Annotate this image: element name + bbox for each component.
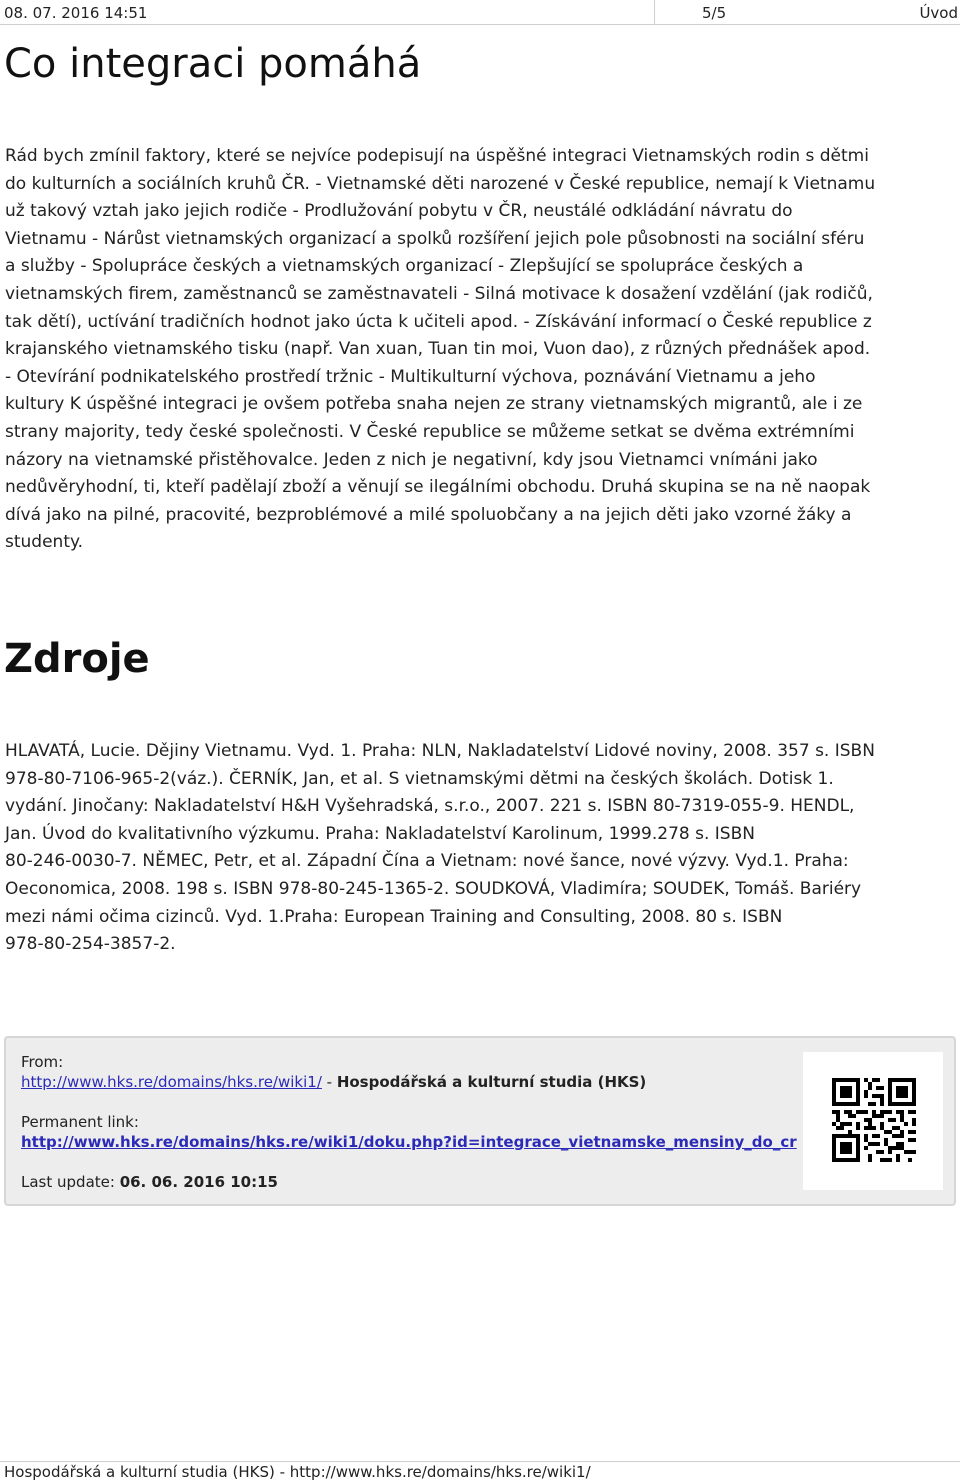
text-line: nedůvěryhodní, ti, kteří padělají zboží a věnují se ilegálními obchodu. Druhá skupina se na ně naopak bbox=[5, 477, 871, 498]
text-line: Rád bych zmínil faktory, které se nejvíce podepisují na úspěšné integraci Vietnamských rodin s dětmi bbox=[5, 146, 869, 166]
qr-code-panel bbox=[803, 1052, 943, 1190]
page-header bbox=[0, 0, 960, 24]
text-line: Oeconomica, 2008. 198 s. ISBN 978-80-245-1365-2. SOUDKOVÁ, Vladimíra; SOUDEK, Tomáš. Bariéry bbox=[5, 878, 862, 899]
print-datetime: 08. 07. 2016 14:51 bbox=[4, 4, 148, 22]
header-divider bbox=[654, 24, 960, 25]
last-update-value: 06. 06. 2016 10:15 bbox=[119, 1173, 278, 1191]
qr-code-icon bbox=[832, 1078, 916, 1162]
page-number: 5/5 bbox=[702, 4, 727, 22]
text-line: mezi námi očima cizinců. Vyd. 1.Praha: European Training and Consulting, 2008. 80 s. ISBN bbox=[5, 906, 783, 927]
from-separator: - bbox=[321, 1073, 337, 1091]
from-link[interactable]: http://www.hks.re/domains/hks.re/wiki1/ bbox=[21, 1073, 322, 1091]
from-label: From: bbox=[21, 1053, 64, 1071]
permalink-line bbox=[21, 1133, 799, 1151]
permalink-label: Permanent link: bbox=[21, 1113, 139, 1131]
text-line: vydání. Jinočany: Nakladatelství H&H Vyšehradská, s.r.o., 2007. 221 s. ISBN 80-7319-055-9. HENDL, bbox=[5, 796, 855, 817]
text-line: názory na vietnamské přistěhovalce. Jeden z nich je negativní, kdy jsou Vietnamci vnímáni jako bbox=[5, 449, 818, 470]
text-line: 80-246-0030-7. NĚMEC, Petr, et al. Západní Čína a Vietnam: nové šance, nové výzvy. Vyd.1. Praha: bbox=[5, 851, 849, 872]
page-footer-text: Hospodářská a kulturní studia (HKS) - http://www.hks.re/domains/hks.re/wiki1/ bbox=[4, 1463, 591, 1481]
text-line: 978-80-7106-965-2(váz.). ČERNÍK, Jan, et al. S vietnamskými dětmi na českých školách. Dotisk 1. bbox=[5, 768, 834, 789]
section-title: Co integraci pomáhá bbox=[4, 41, 422, 87]
text-line: - Otevírání podnikatelského prostředí tržnic - Multikulturní výchova, poznávání Vietnamu a jeho bbox=[5, 366, 816, 387]
header-divider bbox=[0, 24, 654, 25]
text-line: 978-80-254-3857-2. bbox=[5, 934, 176, 955]
last-update-label: Last update: bbox=[21, 1173, 120, 1191]
text-line: a služby - Spolupráce českých a vietnamských organizací - Zlepšující se spolupráce českých a bbox=[5, 256, 804, 277]
text-line: HLAVATÁ, Lucie. Dějiny Vietnamu. Vyd. 1. Praha: NLN, Nakladatelství Lidové noviny, 2008. 357 s. ISBN bbox=[5, 741, 875, 761]
text-line: dívá jako na pilné, pracovité, bezproblémové a milé spoluobčany a na jejich děti jako vzorné žáky a bbox=[5, 504, 852, 525]
text-line: vietnamských firem, zaměstnanců se zaměstnavateli - Silná motivace k dosažení vzdělání (jak rodičů, bbox=[5, 283, 873, 304]
text-line: studenty. bbox=[5, 532, 84, 553]
text-line: Vietnamu - Nárůst vietnamských organizací a spolků rozšíření jejich pole působnosti na sociální sféru bbox=[5, 228, 865, 249]
text-line: strany majority, tedy české společnosti. V České republice se můžeme setkat se dvěma extrémními bbox=[5, 421, 855, 442]
section-body bbox=[5, 143, 957, 557]
sources-body bbox=[5, 738, 957, 959]
section-name: Úvod bbox=[919, 4, 958, 22]
text-line: už takový vztah jako jejich rodiče - Prodlužování pobytu v ČR, neustálé odkládání návratu do bbox=[5, 201, 793, 222]
text-line: tak dětí), uctívání tradičních hodnot jako úcta k učiteli apod. - Získávání informací o České republice z bbox=[5, 311, 872, 332]
text-line: kultury K úspěšné integraci je ovšem potřeba snaha nejen ze strany vietnamských migrantů, ale i ze bbox=[5, 394, 863, 415]
text-line: krajanského vietnamského tisku (např. Van xuan, Tuan tin moi, Vuon dao), z různých přednášek apod. bbox=[5, 339, 871, 360]
footer-divider bbox=[0, 1461, 960, 1462]
permalink-link[interactable]: http://www.hks.re/domains/hks.re/wiki1/doku.php?id=integrace_vietnamske_mensiny_do_cr bbox=[21, 1133, 797, 1151]
last-update-line bbox=[21, 1173, 278, 1191]
text-line: Jan. Úvod do kvalitativního výzkumu. Praha: Nakladatelství Karolinum, 1999.278 s. ISBN bbox=[5, 823, 755, 844]
section-title: Zdroje bbox=[4, 636, 150, 682]
from-line bbox=[21, 1073, 646, 1091]
text-line: do kulturních a sociálních kruhů ČR. - Vietnamské děti narozené v České republice, nemají k Vietnamu bbox=[5, 173, 876, 194]
site-name: Hospodářská a kulturní studia (HKS) bbox=[336, 1073, 647, 1091]
header-divider bbox=[654, 0, 655, 24]
